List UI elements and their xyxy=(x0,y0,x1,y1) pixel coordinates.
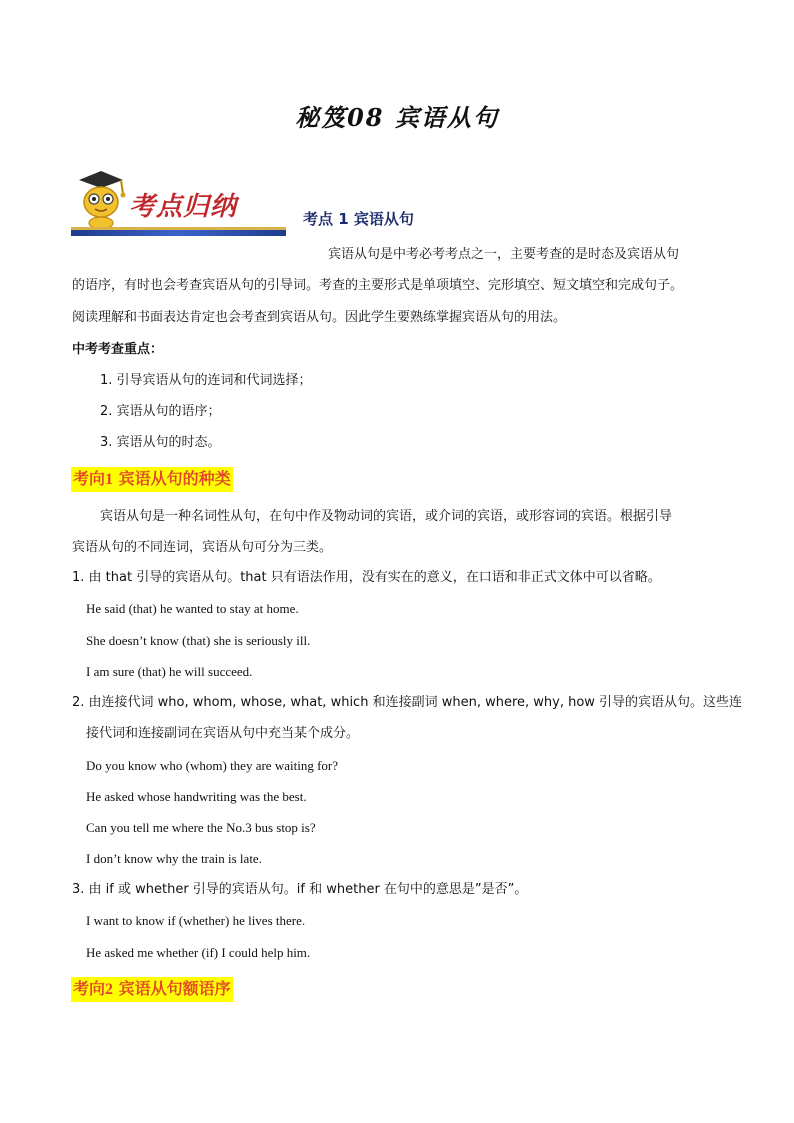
example-sentence: I am sure (that) he will succeed. xyxy=(86,664,253,679)
focus-item: 2. 宾语从句的语序； xyxy=(100,404,221,419)
item-3: 3. 由 if 或 whether 引导的宾语从句。if 和 whether 在句中的意思是”是否”。 xyxy=(72,882,528,897)
section-heading xyxy=(71,977,233,1002)
example-sentence: She doesn’t know (that) she is seriously ill. xyxy=(86,633,311,648)
section-title: 宾语从句额语序 xyxy=(118,979,231,998)
example-sentence: He asked whose handwriting was the best. xyxy=(86,789,307,804)
intro-line: 阅读理解和书面表达肯定也会考查到宾语从句。因此学生要熟练掌握宾语从句的用法。 xyxy=(72,310,567,325)
example-sentence: Can you tell me where the No.3 bus stop is? xyxy=(86,820,316,835)
example-sentence: He said (that) he wanted to stay at home. xyxy=(86,601,299,616)
focus-item: 3. 宾语从句的时态。 xyxy=(100,435,221,450)
item-2-cont: 接代词和连接副词在宾语从句中充当某个成分。 xyxy=(86,726,360,741)
item-1: 1. 由 that 引导的宾语从句。that 只有语法作用，没有实在的意义，在口语和非正式文体中可以省略。 xyxy=(72,570,661,585)
intro-line: 的语序，有时也会考查宾语从句的引导词。考查的主要形式是单项填空、完形填空、短文填空和完成句子。 xyxy=(72,278,684,293)
focus-heading: 中考考查重点： xyxy=(72,342,164,357)
example-sentence: He asked me whether (if) I could help him. xyxy=(86,945,311,960)
banner-underline xyxy=(71,230,286,236)
section-number: 1 xyxy=(105,471,114,488)
item-2: 2. 由连接代词 who, whom, whose, what, which 和连接副词 when, where, why, how 引导的宾语从句。这些连 xyxy=(72,695,743,710)
section-number: 2 xyxy=(105,981,114,998)
section-heading xyxy=(71,467,233,492)
example-sentence: I want to know if (whether) he lives there. xyxy=(86,913,306,928)
graduate-mascot-icon xyxy=(71,168,131,232)
kaodian-heading: 考点 1 宾语从句 xyxy=(303,210,414,228)
section-prefix: 考向 xyxy=(73,979,106,998)
example-sentence: Do you know who (whom) they are waiting for? xyxy=(86,758,338,773)
section-prefix: 考向 xyxy=(73,469,106,488)
intro-line: 宾语从句是中考必考考点之一，主要考查的是时态及宾语从句 xyxy=(328,247,680,262)
kaodian-banner xyxy=(71,168,286,236)
focus-item: 1. 引导宾语从句的连词和代词选择； xyxy=(100,373,312,388)
section-intro-line: 宾语从句是一种名词性从句，在句中作及物动词的宾语，或介词的宾语，或形容词的宾语。根据引导 xyxy=(100,509,673,524)
page-title: 秘笈08 宾语从句 xyxy=(295,103,499,132)
banner-title: 考点归纳 xyxy=(129,192,238,222)
section-title: 宾语从句的种类 xyxy=(118,469,231,488)
example-sentence: I don’t know why the train is late. xyxy=(86,851,262,866)
section-intro-line: 宾语从句的不同连词，宾语从句可分为三类。 xyxy=(72,540,333,555)
